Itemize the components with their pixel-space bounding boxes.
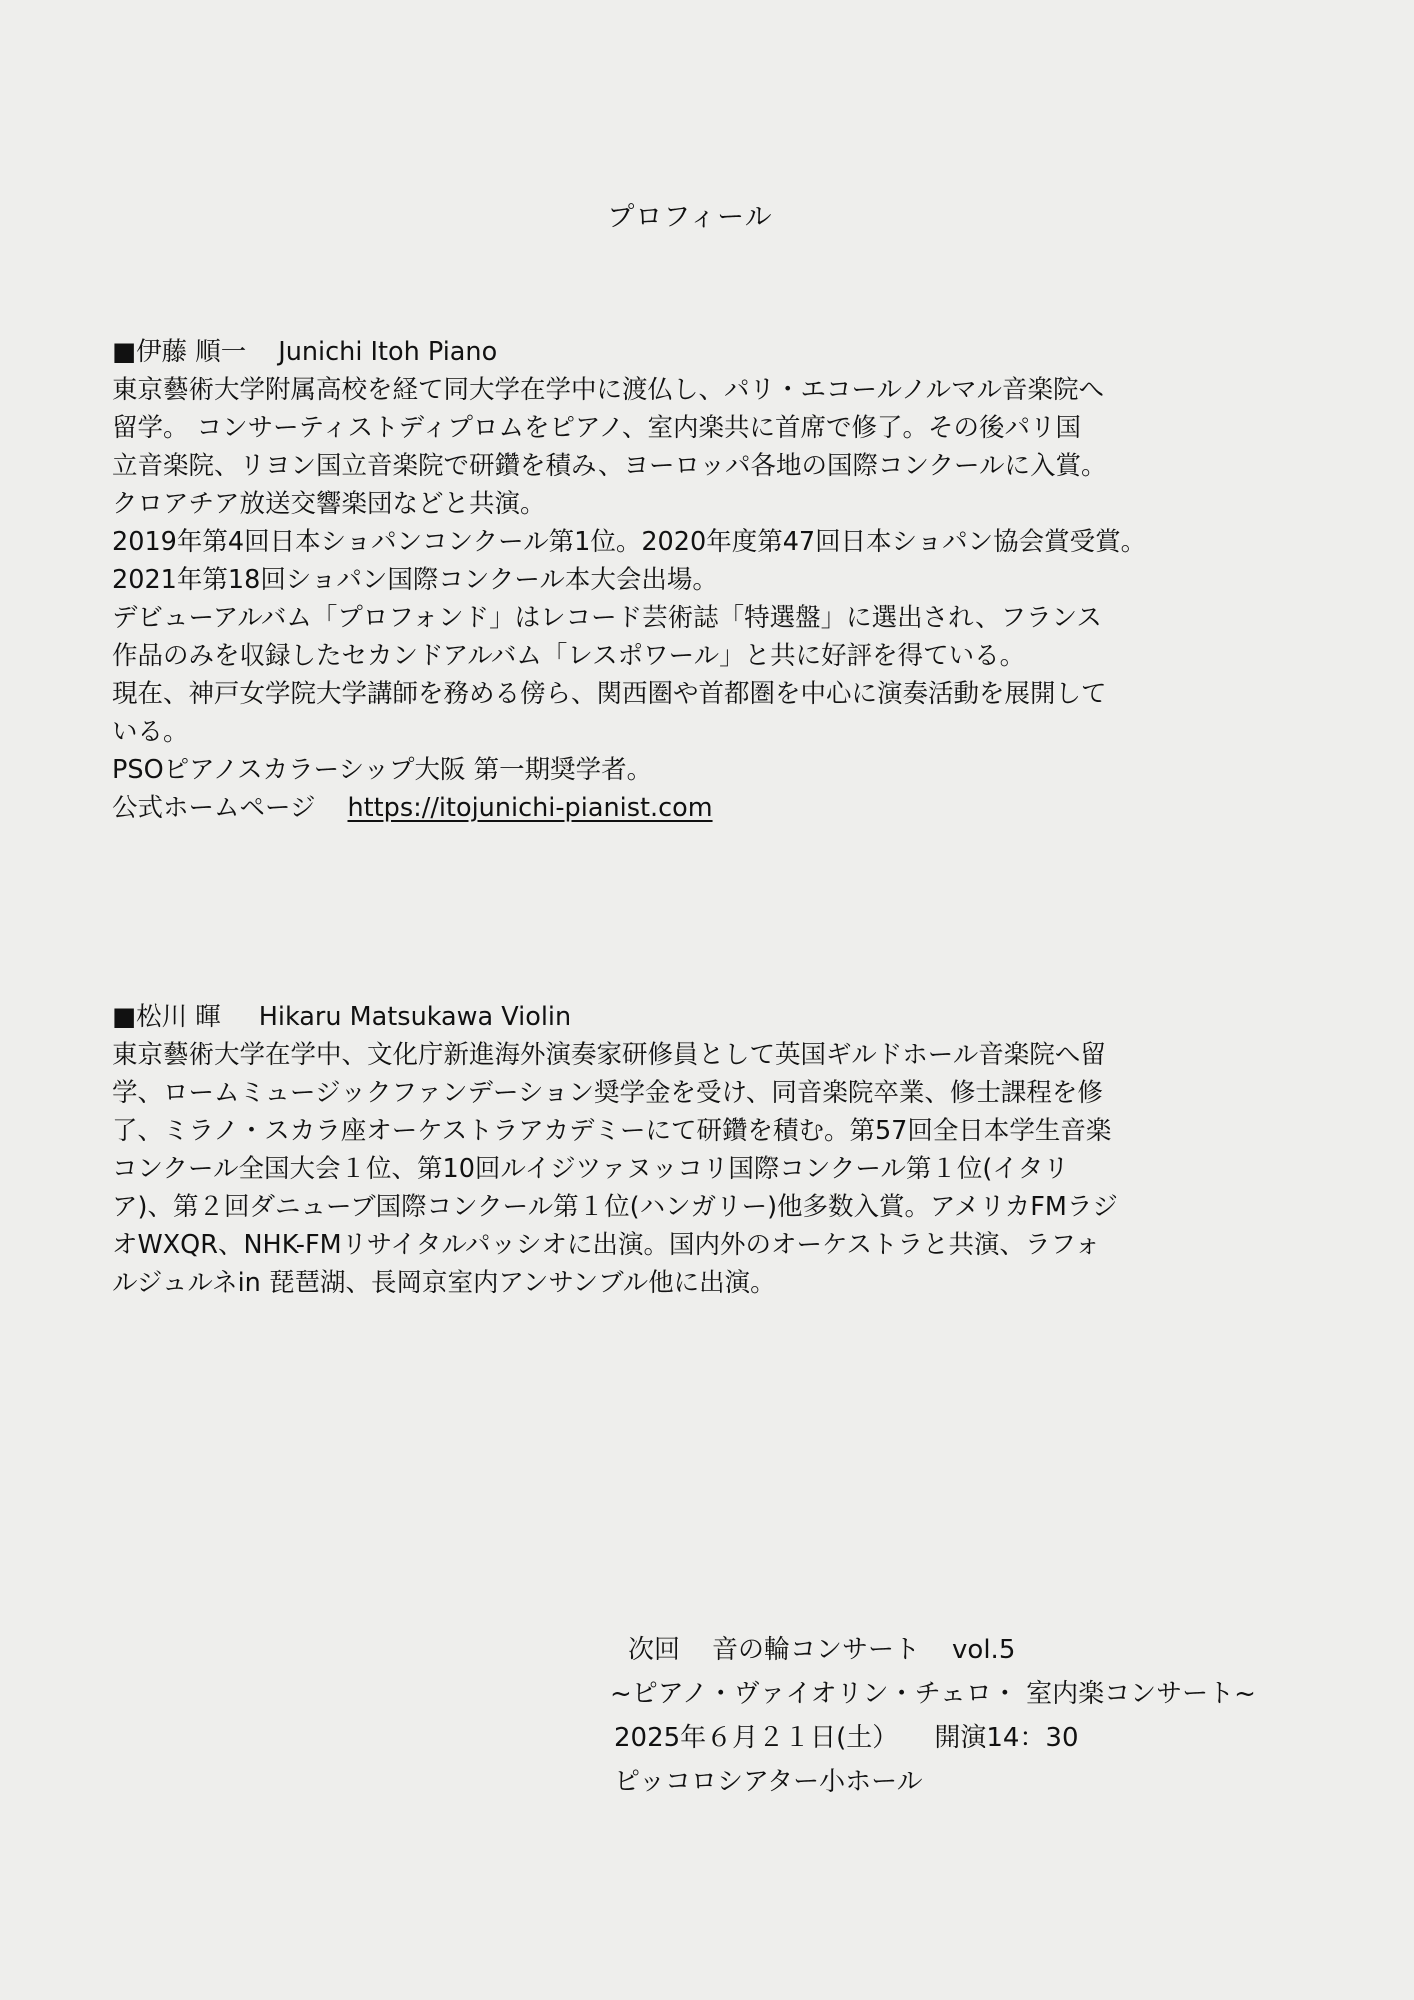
homepage-row	[112, 789, 1382, 827]
bio-line: 作品のみを収録したセカンドアルバム「レスポワール」と共に好評を得ている。	[112, 641, 1026, 671]
bio-line: 立音楽院、リヨン国立音楽院で研鑽を積み、ヨーロッパ各地の国際コンクールに入賞。	[112, 451, 1107, 481]
bio-line: オWXQR、NHK-FMリサイタルパッシオに出演。国内外のオーケストラと共演、ラフォ	[112, 1230, 1101, 1260]
concert-volume: vol.5	[952, 1635, 1016, 1665]
concert-venue-text: ピッコロシアター小ホール	[614, 1767, 923, 1797]
bio-line: PSOピアノスカラーシップ大阪 第一期奨学者。	[112, 755, 653, 785]
concert-subtitle: ~ピアノ・ヴァイオリン・チェロ・ 室内楽コンサート~	[610, 1679, 1256, 1709]
profile-name: ■松川 暉	[112, 1002, 221, 1032]
bio-line: 学、ロームミュージックファンデーション奨学金を受け、同音楽院卒業、修士課程を修	[112, 1078, 1103, 1108]
profile-heading	[112, 333, 1382, 371]
profile-name: ■伊藤 順一	[112, 337, 247, 367]
next-concert	[610, 1628, 1400, 1804]
profile-matsukawa	[112, 998, 1382, 1302]
next-label: 次回	[628, 1635, 681, 1665]
concert-time: 開演14：30	[934, 1723, 1079, 1753]
bio-line: いる。	[112, 717, 189, 747]
bio-line: デビューアルバム「プロフォンド」はレコード芸術誌「特選盤」に選出され、フランス	[112, 603, 1102, 633]
homepage-link[interactable]: https://itojunichi-pianist.com	[347, 793, 713, 823]
concert-venue	[610, 1760, 1400, 1804]
bio-line: ルジュルネin 琵琶湖、長岡京室内アンサンブル他に出演。	[112, 1268, 776, 1298]
homepage-label: 公式ホームページ	[112, 793, 316, 823]
profile-heading	[112, 998, 1382, 1036]
bio-line: 2019年第4回日本ショパンコンクール第1位。2020年度第47回日本ショパン協会賞受賞。	[112, 527, 1147, 557]
profile-name-en: Hikaru Matsukawa Violin	[258, 1002, 572, 1032]
concert-name: 音の輪コンサート	[712, 1635, 921, 1665]
bio-line: 現在、神戸女学院大学講師を務める傍ら、関西圏や首都圏を中心に演奏活動を展開して	[112, 679, 1107, 709]
bio-line: クロアチア放送交響楽団などと共演。	[112, 489, 546, 519]
bio-line: ア)、第２回ダニューブ国際コンクール第１位(ハンガリー)他多数入賞。アメリカFMラジ	[112, 1192, 1118, 1222]
concert-datetime	[610, 1716, 1400, 1760]
next-concert-title	[610, 1628, 1400, 1672]
bio-line: コンクール全国大会１位、第10回ルイジツァヌッコリ国際コンクール第１位(イタリ	[112, 1154, 1069, 1184]
bio-line: 2021年第18回ショパン国際コンクール本大会出場。	[112, 565, 718, 595]
page-title: プロフィール	[607, 202, 773, 233]
profile-itoh	[112, 333, 1382, 827]
bio-line: 東京藝術大学附属高校を経て同大学在学中に渡仏し、パリ・エコールノルマル音楽院へ	[112, 375, 1104, 405]
profile-name-en: Junichi Itoh Piano	[278, 337, 498, 367]
bio-line: 留学。 コンサーティストディプロムをピアノ、室内楽共に首席で修了。その後パリ国	[112, 413, 1081, 443]
bio-line: 了、ミラノ・スカラ座オーケストラアカデミーにて研鑽を積む。第57回全日本学生音楽	[112, 1116, 1112, 1146]
concert-date: 2025年６月２１日(土）	[614, 1723, 899, 1753]
bio-line: 東京藝術大学在学中、文化庁新進海外演奏家研修員として英国ギルドホール音楽院へ留	[112, 1040, 1106, 1070]
